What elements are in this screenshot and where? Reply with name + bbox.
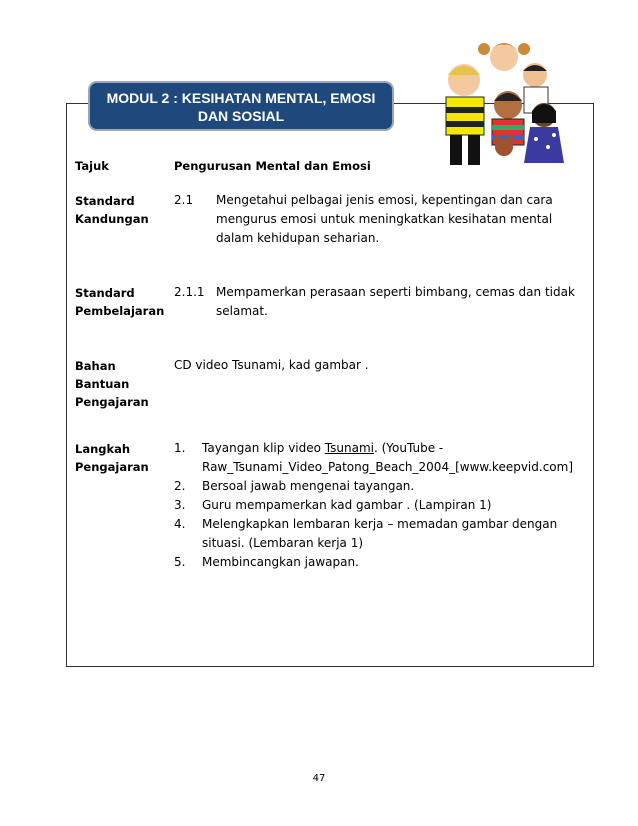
step-text: Melengkapkan lembaran kerja – memadan gambar dengan: [202, 517, 558, 531]
standard-kandungan-line3: dalam kehidupan seharian.: [216, 231, 380, 245]
label-langkah-line2: Pengajaran: [75, 460, 149, 474]
tajuk-value: Pengurusan Mental dan Emosi: [174, 159, 371, 173]
standard-kandungan-content: [174, 191, 590, 248]
label-standard-kandungan: [75, 192, 149, 228]
page-number: 47: [312, 773, 326, 784]
label-langkah-pengajaran: [75, 440, 149, 476]
standard-pembelajaran-number: 2.1.1: [174, 285, 205, 299]
list-item: [174, 477, 590, 496]
step-number: 4.: [174, 517, 186, 531]
step-text: Membincangkan jawapan.: [202, 555, 359, 569]
step-text-post: . (YouTube -: [373, 441, 444, 455]
label-standard-pembelajaran-line2: Pembelajaran: [75, 304, 165, 318]
label-standard-kandungan-line1: Standard: [75, 194, 135, 208]
label-bahan-line3: Pengajaran: [75, 395, 149, 409]
step-text: Guru mempamerkan kad gambar . (Lampiran 1): [202, 498, 492, 512]
step-number: 1.: [174, 441, 186, 455]
step-text-line2: situasi. (Lembaran kerja 1): [202, 536, 364, 550]
list-item: [174, 553, 590, 572]
label-bahan-line1: Bahan: [75, 359, 116, 373]
module-title-box: [88, 81, 394, 131]
bahan-value: CD video Tsunami, kad gambar .: [174, 358, 369, 372]
list-item: [174, 439, 590, 477]
standard-kandungan-line2: mengurus emosi untuk meningkatkan kesihatan mental: [216, 212, 553, 226]
step-number: 2.: [174, 479, 186, 493]
label-tajuk: Tajuk: [75, 159, 109, 173]
step-text-line2: Raw_Tsunami_Video_Patong_Beach_2004_[www.keepvid.com]: [202, 460, 573, 474]
module-title-line2: DAN SOSIAL: [197, 108, 285, 124]
standard-pembelajaran-line1: Mempamerkan perasaan seperti bimbang, cemas dan tidak: [216, 285, 575, 299]
label-bahan-bantuan-pengajaran: [75, 357, 149, 411]
label-standard-pembelajaran: [75, 284, 164, 320]
label-langkah-line1: Langkah: [75, 442, 131, 456]
langkah-steps-list: [174, 439, 590, 572]
standard-pembelajaran-line2: selamat.: [216, 304, 268, 318]
tsunami-link[interactable]: Tsunami: [324, 441, 374, 455]
step-text: Tayangan klip video: [202, 441, 325, 455]
step-number: 5.: [174, 555, 186, 569]
standard-kandungan-number: 2.1: [174, 193, 194, 207]
standard-pembelajaran-content: [174, 283, 590, 321]
standard-kandungan-line1: Mengetahui pelbagai jenis emosi, kepentingan dan cara: [216, 193, 553, 207]
list-item: [174, 515, 590, 553]
step-text: Bersoal jawab mengenai tayangan.: [202, 479, 415, 493]
label-bahan-line2: Bantuan: [75, 377, 130, 391]
step-number: 3.: [174, 498, 186, 512]
children-illustration: [432, 35, 572, 170]
module-title-line1: MODUL 2 : KESIHATAN MENTAL, EMOSI: [106, 90, 376, 106]
list-item: [174, 496, 590, 515]
label-standard-kandungan-line2: Kandungan: [75, 212, 149, 226]
label-standard-pembelajaran-line1: Standard: [75, 286, 135, 300]
